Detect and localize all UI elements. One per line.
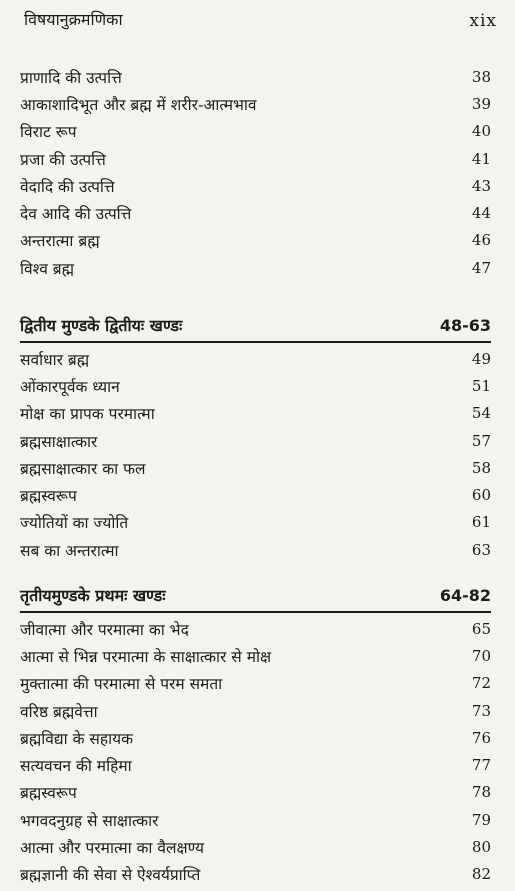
toc-entry-title: विराट रूप (20, 123, 77, 142)
toc-entry-page: 39 (471, 94, 491, 113)
toc-entry (20, 751, 491, 778)
toc-entry-title: आत्मा और परमात्मा का वैलक्षण्य (20, 839, 204, 858)
toc-entry (20, 779, 491, 806)
page-number: xix (469, 11, 497, 31)
toc-entry (20, 481, 491, 508)
toc-section-1 (20, 63, 491, 281)
toc-entry-page: 51 (471, 376, 491, 395)
toc-entry (20, 172, 491, 199)
toc-entry (20, 345, 491, 372)
toc-entry-page: 78 (471, 783, 491, 802)
toc-entry-page: 47 (471, 258, 491, 277)
toc-entry (20, 145, 491, 172)
section-heading-title: द्वितीय मुण्डके द्वितीयः खण्डः (20, 316, 183, 335)
toc-entry (20, 833, 491, 860)
running-title: विषयानुक्रमणिका (24, 10, 123, 29)
toc-entry-page: 73 (471, 701, 491, 720)
toc-entry-page: 43 (471, 176, 491, 195)
toc-entry-page: 72 (471, 674, 491, 693)
toc-entry-title: वरिष्ठ ब्रह्मवेत्ता (20, 702, 98, 721)
toc-entry (20, 509, 491, 536)
toc-entry-page: 38 (471, 67, 491, 86)
toc-entry (20, 724, 491, 751)
toc-entry-title: ब्रह्मज्ञानी की सेवा से ऐश्वर्यप्राप्ति (20, 866, 201, 885)
toc-entry-page: 57 (471, 431, 491, 450)
toc-entry-title: सब का अन्तरात्मा (20, 541, 119, 560)
toc-entry (20, 227, 491, 254)
toc-entry-title: प्रजा की उत्पत्ति (20, 150, 106, 169)
section-page-range: 64-82 (439, 585, 491, 605)
toc-entry-title: सर्वाधार ब्रह्म (20, 350, 90, 369)
toc-entry-title: ब्रह्मसाक्षात्कार का फल (20, 459, 146, 478)
toc-entry-title: ओंकारपूर्वक ध्यान (20, 377, 120, 396)
toc-entry-title: आत्मा से भिन्न परमात्मा के साक्षात्कार से मोक्ष (20, 647, 272, 666)
toc-entry (20, 90, 491, 117)
toc-entry-page: 82 (471, 865, 491, 884)
toc-entry-page: 46 (471, 231, 491, 250)
toc-entry-page: 60 (471, 486, 491, 505)
toc-entry (20, 400, 491, 427)
toc-entry (20, 806, 491, 833)
toc-entry (20, 372, 491, 399)
toc-entry-title: ब्रह्मस्वरूप (20, 487, 77, 506)
toc-entry-title: आकाशादिभूत और ब्रह्म में शरीर-आत्मभाव (20, 95, 257, 114)
section-heading (20, 310, 491, 343)
toc-entry-title: भगवदनुग्रह से साक्षात्कार (20, 811, 159, 830)
toc-entry-page: 40 (471, 122, 491, 141)
toc-entry (20, 697, 491, 724)
toc-entry-title: देव आदि की उत्पत्ति (20, 205, 132, 224)
toc-entry (20, 254, 491, 281)
toc-entry (20, 861, 491, 888)
toc-entry (20, 427, 491, 454)
toc-entry-title: विश्व ब्रह्म (20, 259, 75, 278)
section-page-range: 48-63 (439, 315, 491, 335)
toc-section-2 (20, 310, 491, 563)
toc-entry-page: 41 (471, 149, 491, 168)
toc-entry-page: 76 (471, 728, 491, 747)
toc-entry-page: 58 (471, 458, 491, 477)
toc-entry-page: 44 (471, 204, 491, 223)
toc-entry-title: मोक्ष का प्रापक परमात्मा (20, 405, 155, 424)
toc-entry-title: ब्रह्मस्वरूप (20, 784, 77, 803)
toc-entry-page: 80 (471, 838, 491, 857)
toc-entry-title: ब्रह्मविद्या के सहायक (20, 729, 134, 748)
toc-entry-page: 79 (471, 810, 491, 829)
toc-entry-page: 63 (471, 540, 491, 559)
toc-entry-title: जीवात्मा और परमात्मा का भेद (20, 620, 189, 639)
toc-entry (20, 63, 491, 90)
toc-entry-title: ज्योतियों का ज्योति (20, 514, 129, 533)
toc-entry (20, 454, 491, 481)
toc-entry (20, 642, 491, 669)
toc-entry-title: वेदादि की उत्पत्ति (20, 177, 115, 196)
toc-entry-page: 49 (471, 349, 491, 368)
toc-entry-page: 70 (471, 646, 491, 665)
toc-entry-title: सत्यवचन की महिमा (20, 757, 132, 776)
toc-entry (20, 615, 491, 642)
toc-entry-page: 54 (471, 404, 491, 423)
page-header (24, 8, 497, 38)
toc-section-3 (20, 580, 491, 888)
toc-entry-title: ब्रह्मसाक्षात्कार (20, 432, 98, 451)
section-heading-title: तृतीयमुण्डके प्रथमः खण्डः (20, 586, 166, 605)
toc-entry (20, 199, 491, 226)
toc-entry-page: 61 (471, 513, 491, 532)
toc-entry-title: प्राणादि की उत्पत्ति (20, 68, 122, 87)
toc-entry (20, 536, 491, 563)
section-heading (20, 580, 491, 613)
toc-entry-title: मुक्तात्मा की परमात्मा से परम समता (20, 675, 223, 694)
toc-entry (20, 118, 491, 145)
toc-entry-title: अन्तरात्मा ब्रह्म (20, 232, 100, 251)
toc-entry-page: 77 (471, 756, 491, 775)
toc-entry (20, 670, 491, 697)
toc-entry-page: 65 (471, 619, 491, 638)
